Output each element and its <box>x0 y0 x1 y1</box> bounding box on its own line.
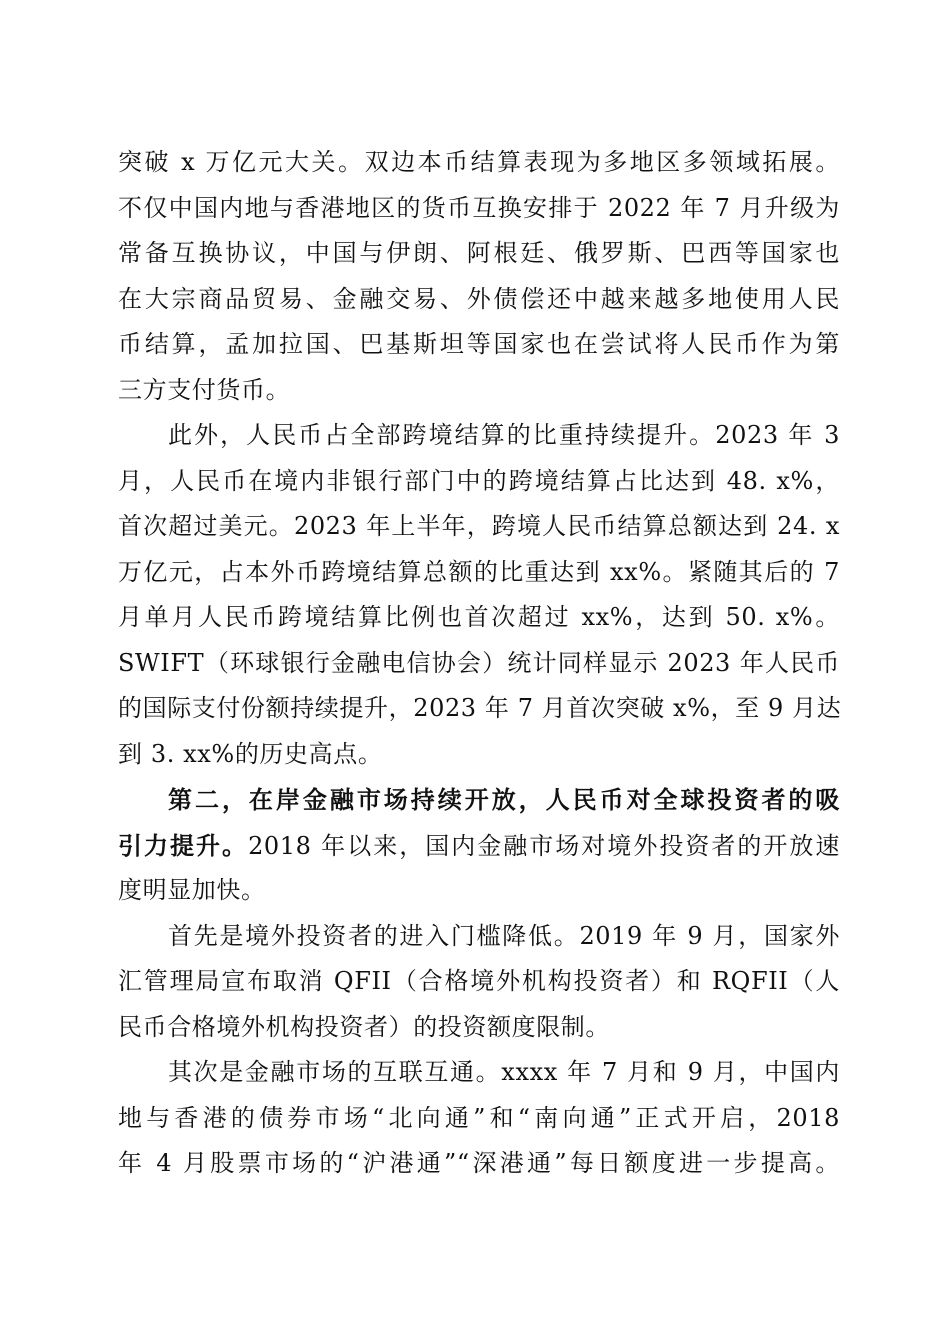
text-line: 汇管理局宣布取消 QFII（合格境外机构投资者）和 RQFII（人 <box>118 967 840 995</box>
section-heading-tail: 引力提升。 <box>118 830 249 860</box>
text-line: 地与香港的债券市场“北向通”和“南向通”正式开启，2018 <box>118 1103 840 1132</box>
text-line: 此外，人民币占全部跨境结算的比重持续提升。2023 年 3 <box>168 421 840 449</box>
text-line: 到 3. xx%的历史高点。 <box>118 739 383 768</box>
paragraph-1 <box>118 140 840 413</box>
section-heading-line: 第二，在岸金融市场持续开放，人民币对全球投资者的吸 <box>168 785 840 814</box>
paragraph-5 <box>118 1050 840 1187</box>
text-line: 在大宗商品贸易、金融交易、外债偿还中越来越多地使用人民 <box>118 284 840 313</box>
text-line: 其次是金融市场的互联互通。xxxx 年 7 月和 9 月，中国内 <box>168 1058 840 1086</box>
text-line: 度明显加快。 <box>118 876 266 904</box>
text-line: 月，人民币在境内非银行部门中的跨境结算占比达到 48. x%， <box>118 466 840 495</box>
text-line: 年 4 月股票市场的“沪港通”“深港通”每日额度进一步提高。 <box>118 1149 840 1177</box>
text-line: 月单月人民币跨境结算比例也首次超过 xx%，达到 50. x%。 <box>118 603 840 631</box>
text-span: 2018 年以来，国内金融市场对境外投资者的开放速 <box>248 831 840 860</box>
paragraph-3 <box>118 777 840 914</box>
text-line: 的国际支付份额持续提升，2023 年 7 月首次突破 x%，至 9 月达 <box>118 694 842 722</box>
text-line: 常备互换协议，中国与伊朗、阿根廷、俄罗斯、巴西等国家也 <box>118 239 840 267</box>
text-line: 万亿元，占本外币跨境结算总额的比重达到 xx%。紧随其后的 7 <box>118 557 840 586</box>
text-line: SWIFT（环球银行金融电信协会）统计同样显示 2023 年人民币 <box>118 648 840 677</box>
text-line: 币结算，孟加拉国、巴基斯坦等国家也在尝试将人民币作为第 <box>118 330 840 358</box>
text-line: 首先是境外投资者的进入门槛降低。2019 年 9 月，国家外 <box>168 921 840 950</box>
text-line <box>118 823 840 869</box>
paragraph-2 <box>118 413 840 777</box>
text-line: 民币合格境外机构投资者）的投资额度限制。 <box>118 1012 610 1041</box>
text-line: 不仅中国内地与香港地区的货币互换安排于 2022 年 7 月升级为 <box>118 193 840 222</box>
text-line: 突破 x 万亿元大关。双边本币结算表现为多地区多领域拓展。 <box>118 148 840 176</box>
paragraph-4 <box>118 914 840 1051</box>
text-line: 首次超过美元。2023 年上半年，跨境人民币结算总额达到 24. x <box>118 512 840 540</box>
document-body <box>118 140 840 1187</box>
text-line: 三方支付货币。 <box>118 375 291 404</box>
